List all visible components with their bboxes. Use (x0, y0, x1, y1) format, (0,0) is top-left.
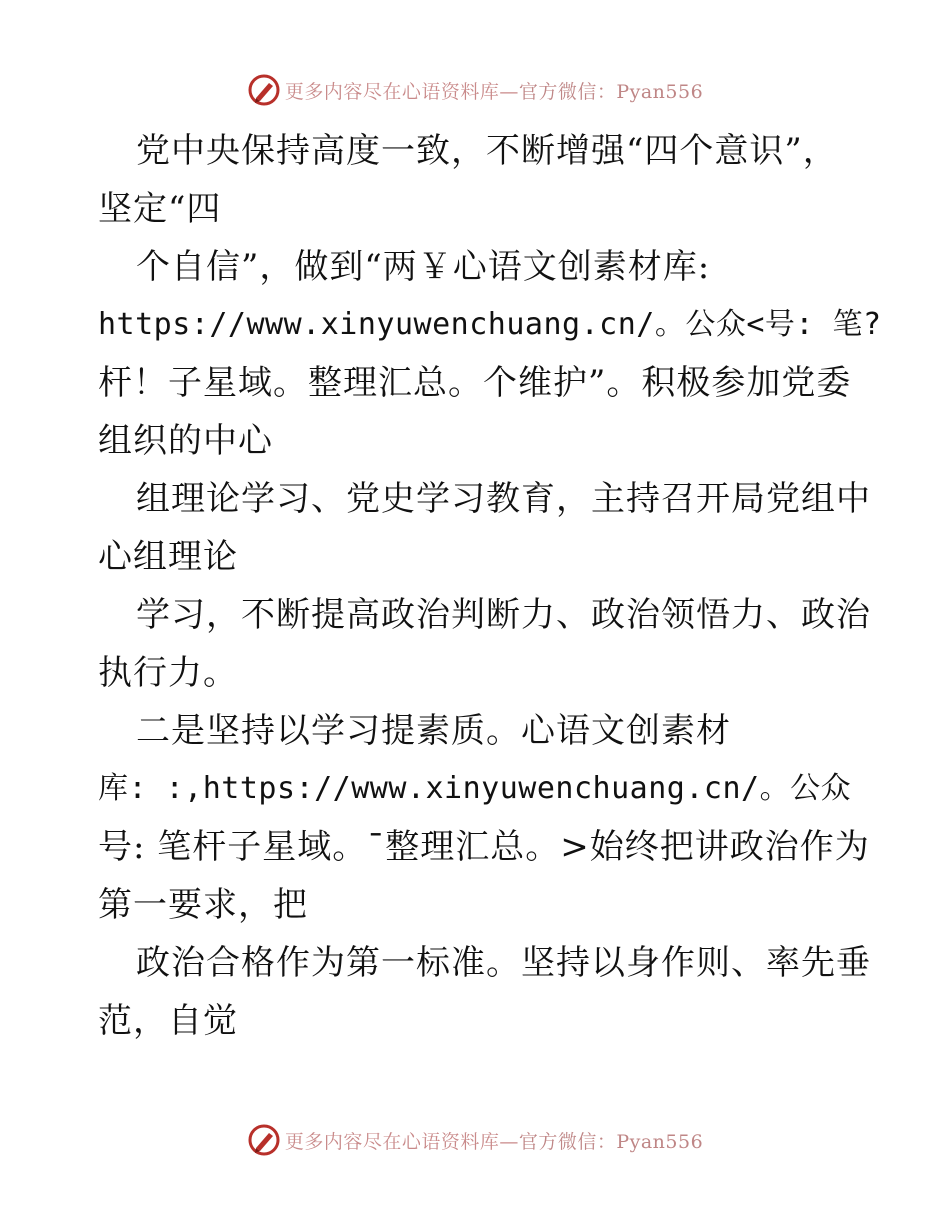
footer-banner (0, 1120, 950, 1160)
body-line: 学习，不断提高政治判断力、政治领悟力、政治 (136, 595, 871, 635)
body-line: 第一要求，把 (98, 885, 308, 925)
body-line: 心组理论 (98, 537, 238, 577)
pen-seal-logo-icon (247, 73, 281, 107)
body-line-url: https://www.xinyuwenchuang.cn/。公众<号: 笔? (98, 307, 882, 342)
body-line-url: 库: :,https://www.xinyuwenchuang.cn/。公众 (98, 771, 852, 806)
body-line: 个自信”，做到“两￥心语文创素材库: (136, 247, 711, 287)
pen-seal-logo-icon (247, 1123, 281, 1157)
body-line: 执行力。 (98, 653, 238, 693)
header-banner-text (285, 77, 703, 104)
body-line: 杆！子星域。整理汇总。个维护”。积极参加党委 (98, 363, 852, 403)
body-line: 范，自觉 (98, 1001, 238, 1041)
document-body (98, 122, 882, 1050)
body-line: 政治合格作为第一标准。坚持以身作则、率先垂 (136, 943, 871, 983)
footer-banner-text (285, 1127, 703, 1154)
body-line: 党中央保持高度一致，不断增强“四个意识”， (136, 131, 838, 171)
body-line: 组理论学习、党史学习教育，主持召开局党组中 (136, 479, 871, 519)
body-line: 号: 笔杆子星域。¯整理汇总。>始终把讲政治作为 (98, 827, 870, 867)
body-line: 坚定“四 (98, 189, 222, 229)
footer-banner-left: 更多内容尽在心语资料库— (284, 1130, 519, 1153)
header-banner-right: 官方微信：Pyan556 (518, 80, 704, 103)
body-line: 二是坚持以学习提素质。心语文创素材 (136, 711, 731, 751)
header-banner-left: 更多内容尽在心语资料库— (284, 80, 519, 103)
body-line: 组织的中心 (98, 421, 273, 461)
footer-banner-right: 官方微信：Pyan556 (518, 1130, 704, 1153)
header-banner (0, 70, 950, 110)
